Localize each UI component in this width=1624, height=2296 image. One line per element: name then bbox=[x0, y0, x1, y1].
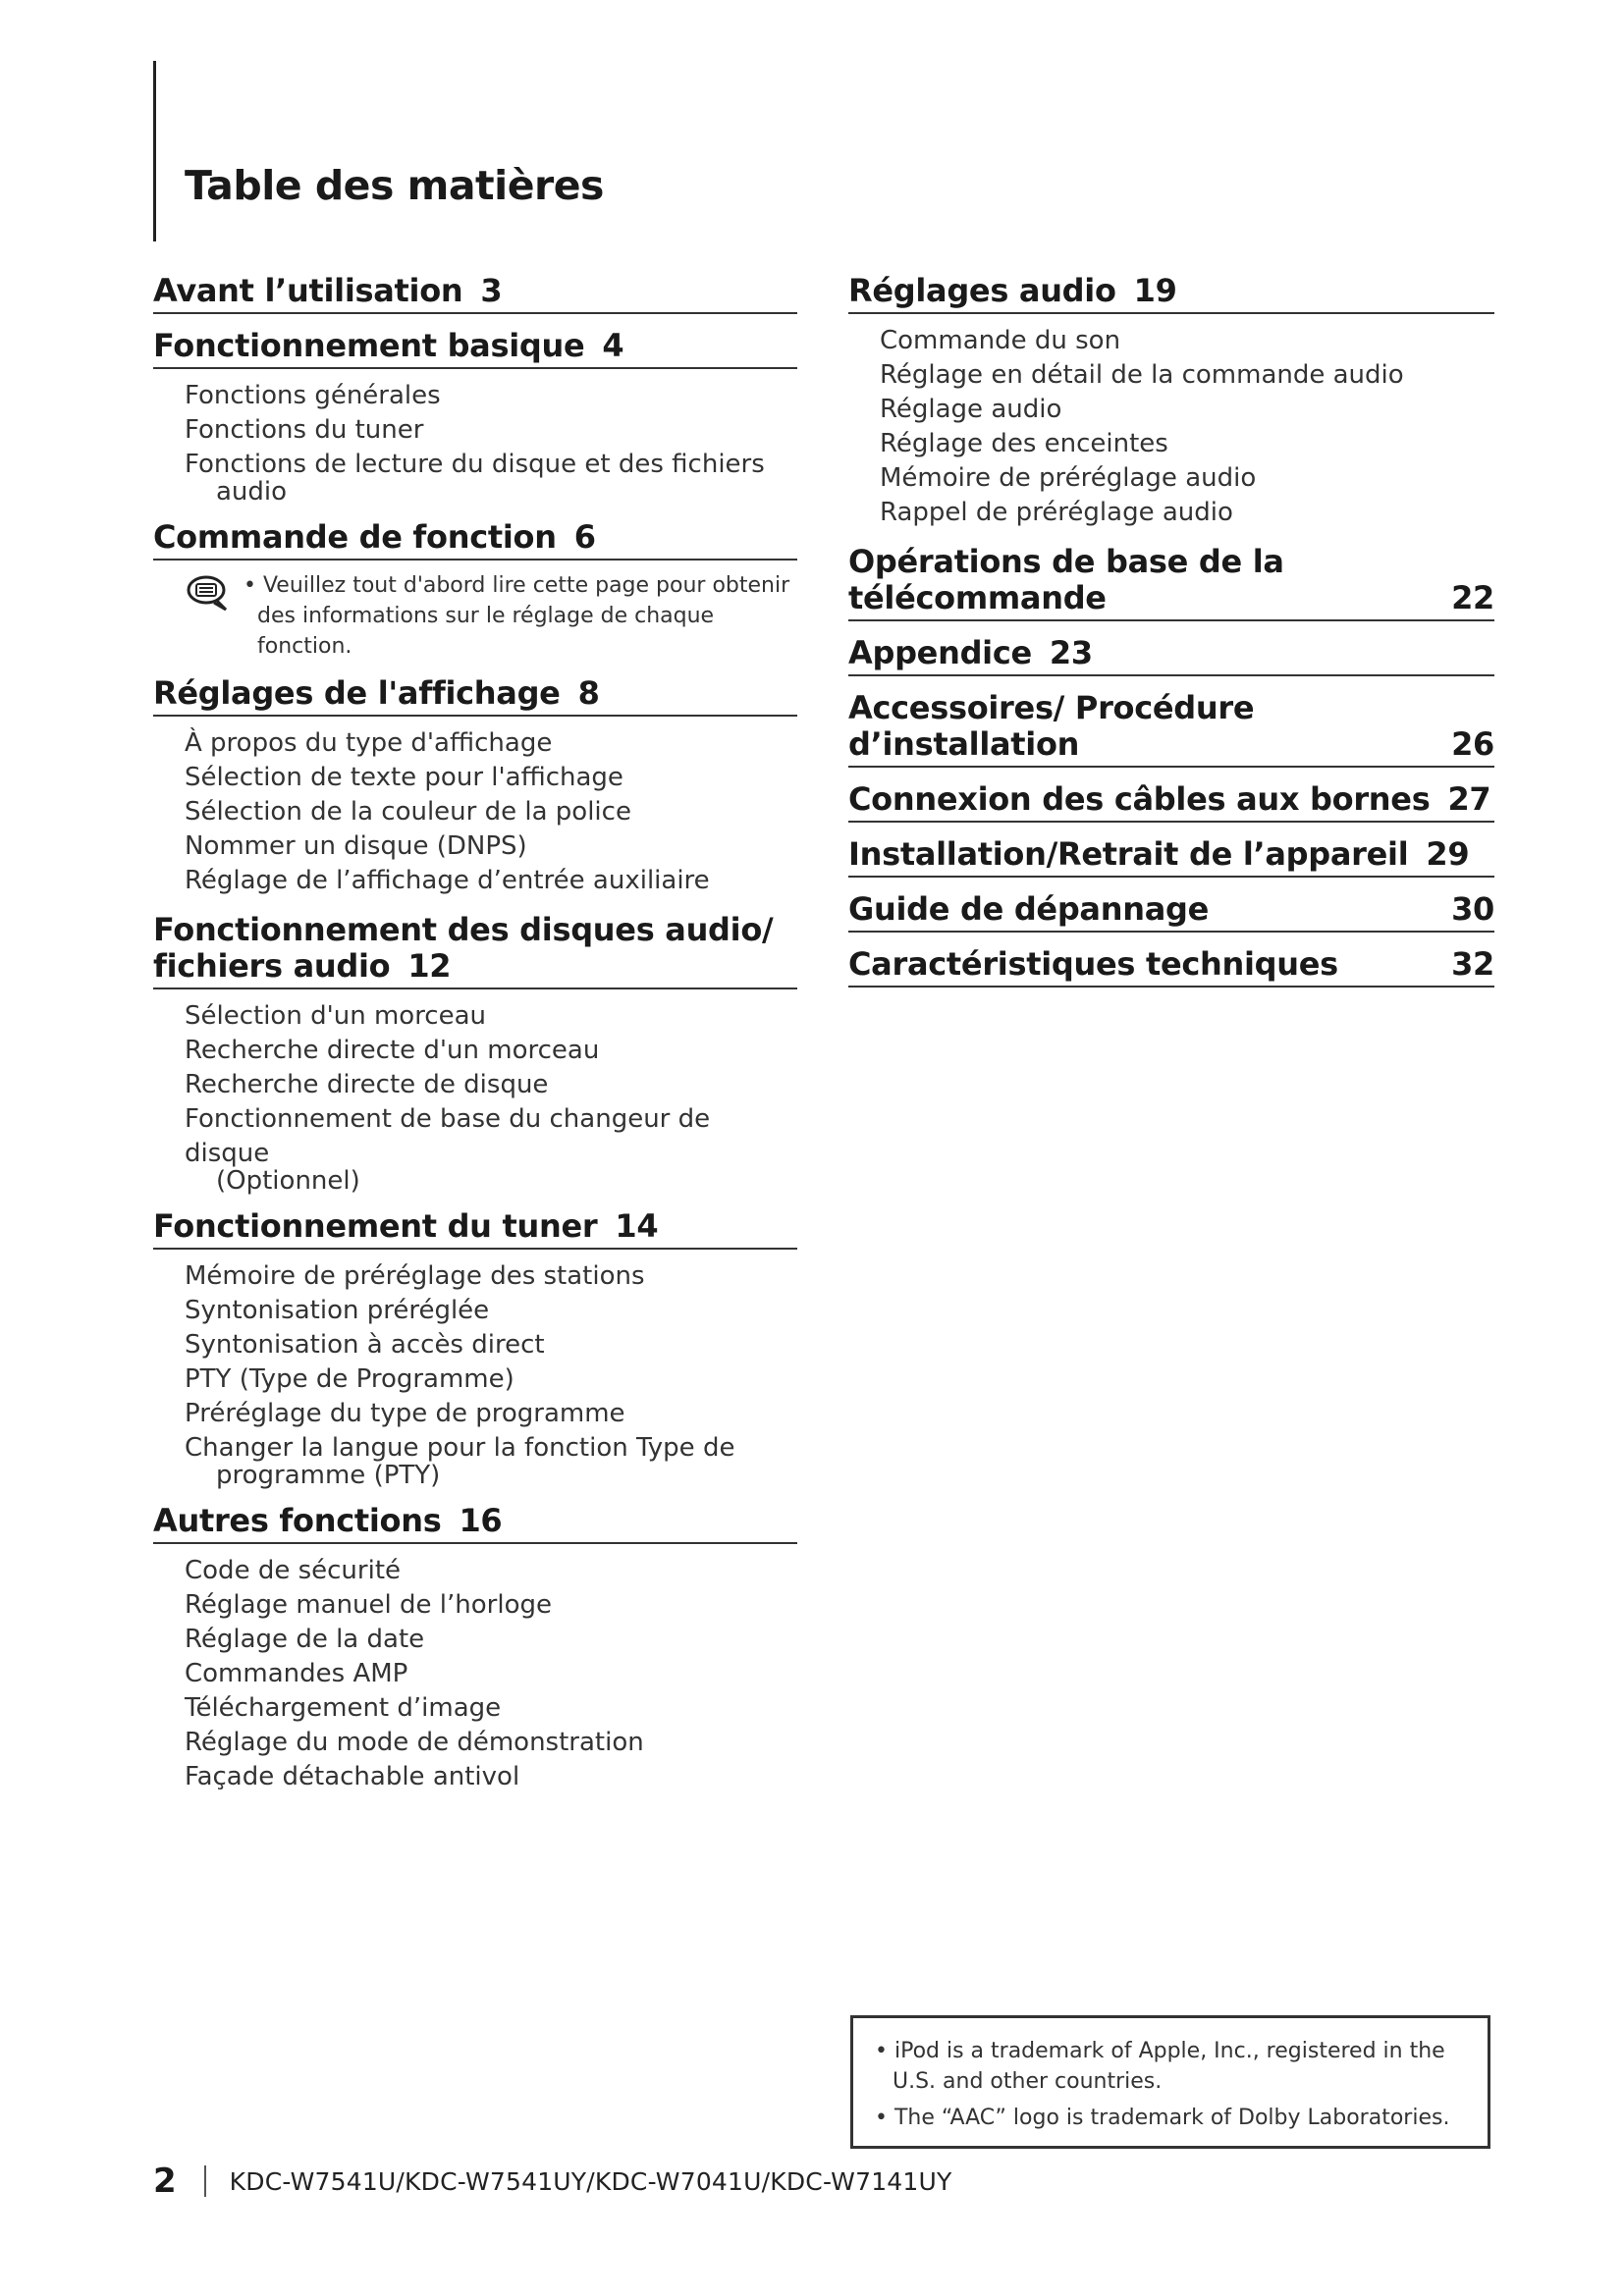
toc-item[interactable]: Réglage de l’affichage d’entrée auxiliaire bbox=[185, 866, 710, 895]
footer-divider bbox=[204, 2165, 206, 2197]
toc-heading[interactable]: Caractéristiques techniques 32 bbox=[848, 946, 1494, 988]
toc-heading[interactable]: Commande de fonction 6 bbox=[153, 519, 797, 561]
toc-section-fonctionnement-basique bbox=[153, 328, 797, 506]
trademark-line: • iPod is a trademark of Apple, Inc., registered in the U.S. and other countries. bbox=[875, 2039, 1445, 2094]
toc-heading[interactable]: Fonctionnement basique 4 bbox=[153, 328, 797, 369]
toc-page-number: 14 bbox=[615, 1207, 659, 1245]
page-footer bbox=[153, 2162, 951, 2201]
toc-item[interactable]: Téléchargement d’image bbox=[185, 1693, 502, 1723]
toc-page-number: 4 bbox=[602, 327, 624, 364]
toc-section-caracteristiques bbox=[848, 946, 1494, 988]
toc-page-number: 6 bbox=[573, 518, 596, 556]
toc-section-reglages-affichage bbox=[153, 675, 797, 898]
toc-heading[interactable]: Connexion des câbles aux bornes 27 bbox=[848, 781, 1494, 823]
toc-item[interactable]: Fonctions de lecture du disque et des fichiers audio bbox=[185, 450, 765, 507]
toc-item[interactable]: Syntonisation préréglée bbox=[185, 1296, 490, 1325]
toc-section-commande-de-fonction bbox=[153, 519, 797, 662]
toc-heading[interactable]: Opérations de base de la télécommande 22 bbox=[848, 544, 1494, 621]
toc-section-appendice bbox=[848, 635, 1494, 676]
toc-section-autres-fonctions bbox=[153, 1503, 797, 1794]
toc-item[interactable]: Réglage audio bbox=[880, 395, 1062, 424]
toc-heading[interactable]: Avant l’utilisation 3 bbox=[153, 273, 797, 314]
speech-bubble-icon bbox=[185, 570, 234, 619]
note: • Veuillez tout d'abord lire cette page pour obtenir des informations sur le réglage de chaque fonction. bbox=[185, 570, 797, 662]
toc-item[interactable]: Mémoire de préréglage audio bbox=[880, 463, 1257, 493]
toc-item[interactable]: Façade détachable antivol bbox=[185, 1762, 520, 1791]
toc-item[interactable]: Commandes AMP bbox=[185, 1659, 408, 1688]
toc-heading[interactable]: Fonctionnement des disques audio/ fichiers audio 12 bbox=[153, 912, 797, 989]
toc-heading[interactable]: Accessoires/ Procédure d’installation 26 bbox=[848, 690, 1494, 768]
toc-item[interactable]: Changer la langue pour la fonction Type de programme (PTY) bbox=[185, 1433, 735, 1490]
toc-item[interactable]: Syntonisation à accès direct bbox=[185, 1330, 545, 1360]
toc-right-column bbox=[848, 273, 1494, 1001]
toc-section-fonctionnement-tuner bbox=[153, 1208, 797, 1489]
toc-item[interactable]: Nommer un disque (DNPS) bbox=[185, 831, 527, 861]
toc-item[interactable]: Sélection de la couleur de la police bbox=[185, 797, 631, 827]
toc-section-telecommande bbox=[848, 544, 1494, 621]
toc-item[interactable]: Fonctionnement de base du changeur de disque (Optionnel) bbox=[185, 1104, 711, 1196]
toc-item[interactable]: Réglage du mode de démonstration bbox=[185, 1728, 644, 1757]
toc-item[interactable]: Fonctions générales bbox=[185, 381, 441, 410]
toc-item[interactable]: Réglage en détail de la commande audio bbox=[880, 360, 1404, 390]
toc-page-number: 22 bbox=[1451, 579, 1494, 616]
toc-section-guide-depannage bbox=[848, 891, 1494, 933]
toc-page-number: 27 bbox=[1447, 780, 1491, 818]
toc-section-connexion-cables bbox=[848, 781, 1494, 823]
toc-page-number: 29 bbox=[1426, 835, 1470, 873]
toc-item[interactable]: Fonctions du tuner bbox=[185, 415, 424, 445]
toc-item[interactable]: Préréglage du type de programme bbox=[185, 1399, 625, 1428]
toc-section-disques-audio bbox=[153, 912, 797, 1195]
model-numbers: KDC-W7541U/KDC-W7541UY/KDC-W7041U/KDC-W7141UY bbox=[229, 2166, 952, 2196]
toc-item[interactable]: Réglage manuel de l’horloge bbox=[185, 1590, 552, 1620]
toc-heading[interactable]: Autres fonctions 16 bbox=[153, 1503, 797, 1544]
toc-item[interactable]: À propos du type d'affichage bbox=[185, 728, 553, 758]
toc-page-number: 8 bbox=[577, 674, 600, 712]
toc-item[interactable]: Réglage des enceintes bbox=[880, 429, 1168, 458]
toc-section-avant-utilisation bbox=[153, 273, 797, 314]
page-title: Table des matières bbox=[185, 162, 604, 209]
page-number: 2 bbox=[153, 2162, 177, 2201]
toc-section-installation-retrait bbox=[848, 836, 1494, 878]
toc-page-number: 23 bbox=[1049, 634, 1093, 671]
toc-section-accessoires bbox=[848, 690, 1494, 768]
toc-heading[interactable]: Appendice 23 bbox=[848, 635, 1494, 676]
toc-page-number: 26 bbox=[1451, 725, 1494, 763]
toc-item[interactable]: Sélection d'un morceau bbox=[185, 1001, 487, 1031]
toc-item[interactable]: Code de sécurité bbox=[185, 1556, 402, 1585]
toc-item[interactable]: Recherche directe d'un morceau bbox=[185, 1036, 600, 1065]
trademark-line: • The “AAC” logo is trademark of Dolby Laboratories. bbox=[875, 2106, 1450, 2130]
toc-page-number: 30 bbox=[1451, 890, 1494, 928]
toc-heading[interactable]: Installation/Retrait de l’appareil 29 bbox=[848, 836, 1494, 878]
toc-page-number: 12 bbox=[407, 947, 452, 985]
toc-heading[interactable]: Guide de dépannage 30 bbox=[848, 891, 1494, 933]
toc-page-number: 3 bbox=[480, 272, 503, 309]
toc-item[interactable]: Réglage de la date bbox=[185, 1625, 425, 1654]
toc-heading[interactable]: Réglages audio 19 bbox=[848, 273, 1494, 314]
toc-item[interactable]: Commande du son bbox=[880, 326, 1121, 355]
toc-page-number: 32 bbox=[1451, 945, 1494, 983]
title-accent-bar bbox=[153, 61, 156, 241]
toc-item[interactable]: Sélection de texte pour l'affichage bbox=[185, 763, 623, 792]
toc-item[interactable]: Mémoire de préréglage des stations bbox=[185, 1261, 645, 1291]
toc-item[interactable]: Recherche directe de disque bbox=[185, 1070, 549, 1099]
toc-section-reglages-audio bbox=[848, 273, 1494, 530]
toc-heading[interactable]: Fonctionnement du tuner 14 bbox=[153, 1208, 797, 1250]
trademark-notice bbox=[850, 2015, 1490, 2149]
toc-item[interactable]: PTY (Type de Programme) bbox=[185, 1364, 514, 1394]
toc-item[interactable]: Rappel de préréglage audio bbox=[880, 498, 1233, 527]
toc-left-column bbox=[153, 273, 797, 1808]
toc-page-number: 19 bbox=[1133, 272, 1177, 309]
toc-page-number: 16 bbox=[459, 1502, 503, 1539]
toc-heading[interactable]: Réglages de l'affichage 8 bbox=[153, 675, 797, 717]
